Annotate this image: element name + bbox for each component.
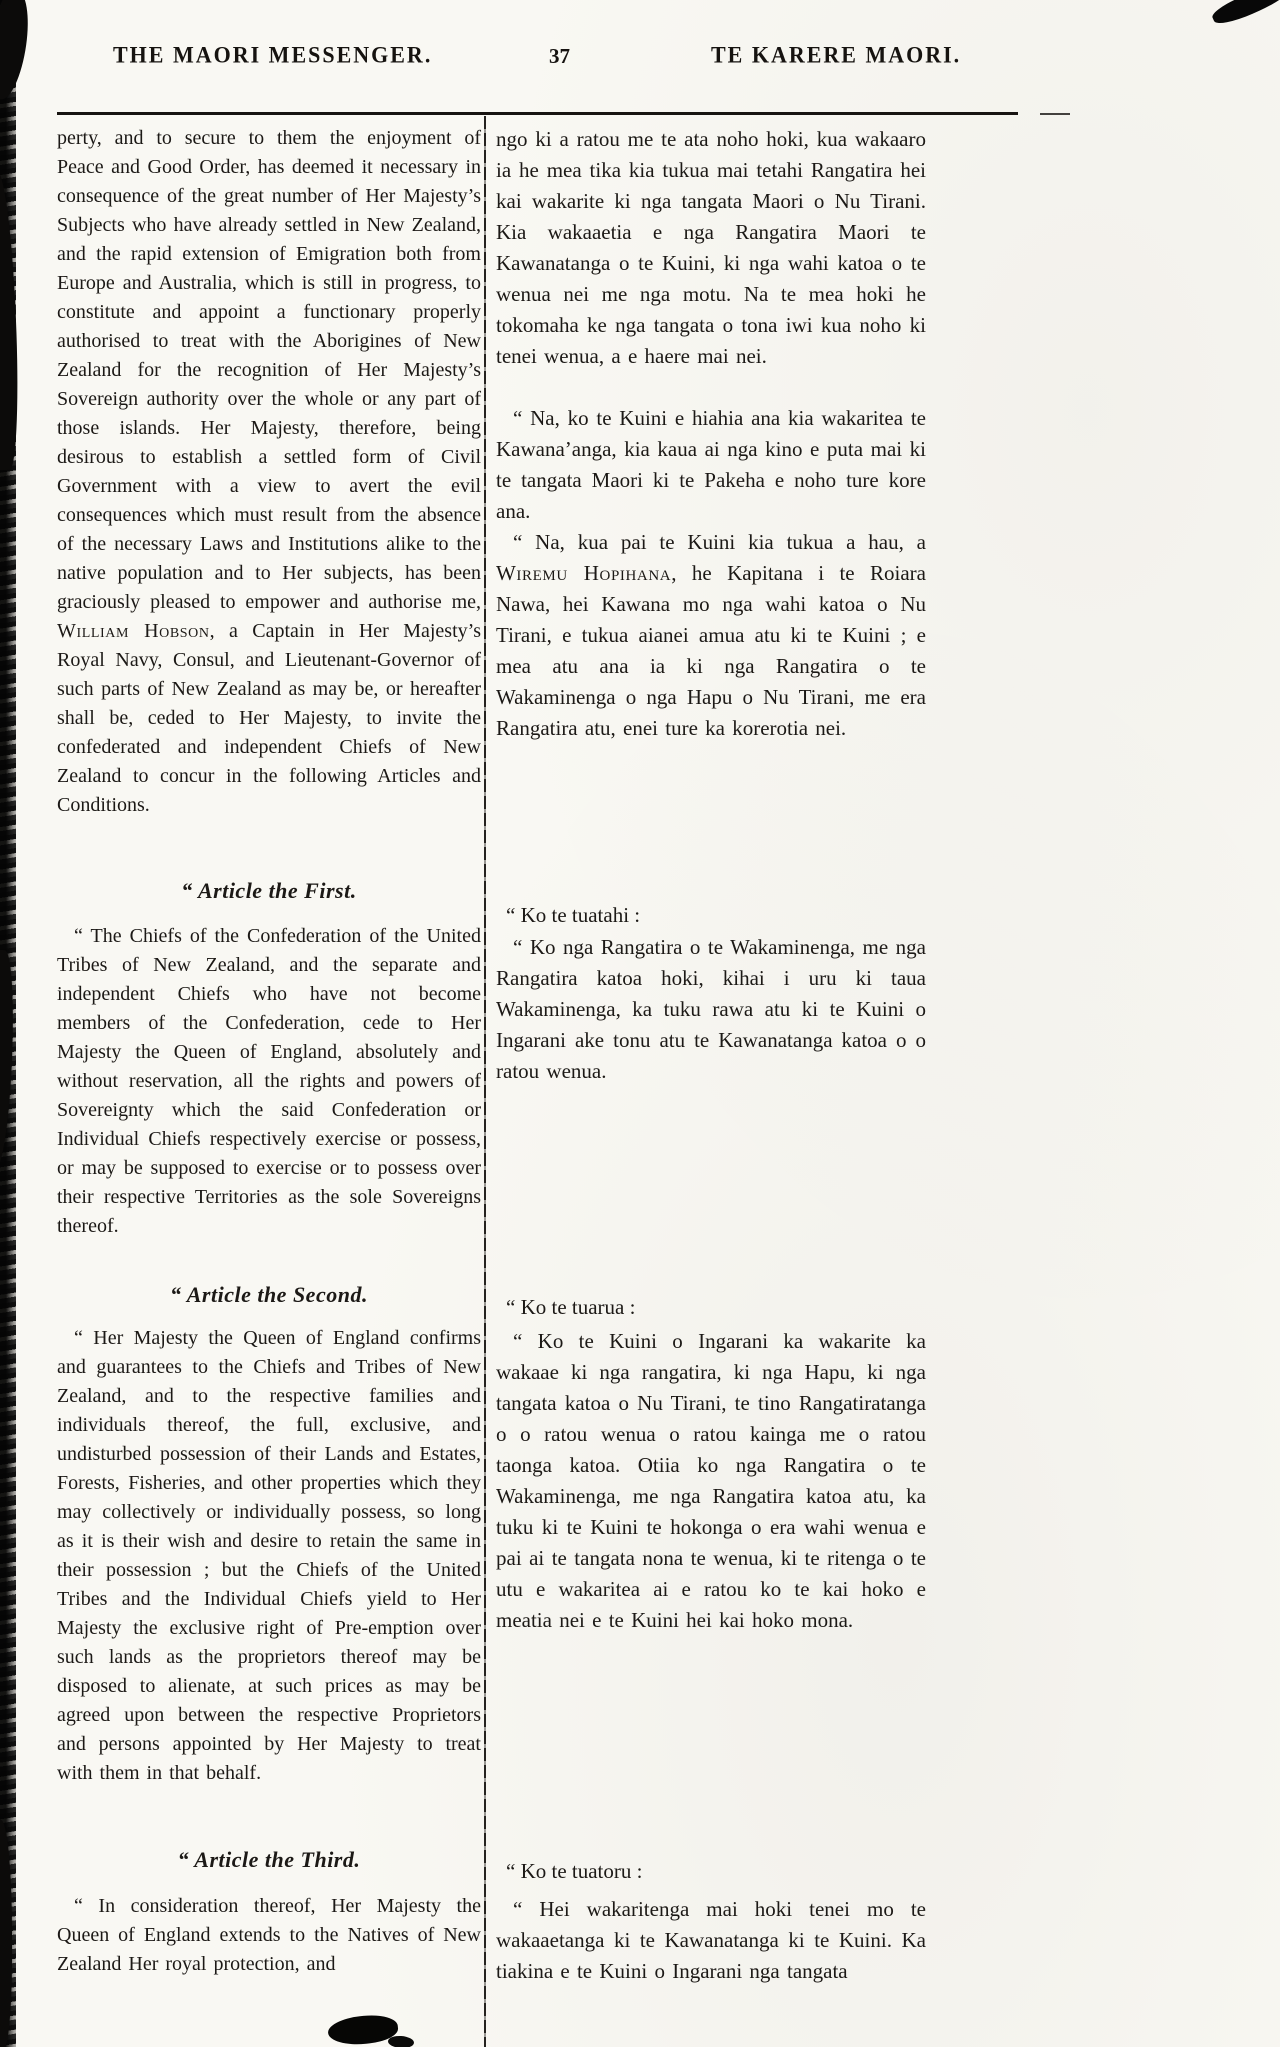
maori-preamble-paragraph: ngo ki a ratou me te ata noho hoki, kua wakaaro ia he mea tika kia tukua mai tetahi Rangatira hei kai wakarite ki nga tangata Maori o Nu Tirani. Kia wakaaetia e nga Rangatira Maori te Kawanatanga o te Kuini, ki nga wahi katoa o te wenua nei me nga motu. Na te mea hoki he tokomaha ke nga tangata o tona iwi kua noho ki tenei wenua, a e haere mai nei. [496,127,926,368]
page-number: 37 [549,44,570,68]
article-third-heading: “ Article the Third. [177,1847,361,1872]
article-second-heading: “ Article the Second. [170,1282,368,1307]
ko-te-tuarua-heading: “ Ko te tuarua : [506,1295,636,1319]
column-divider-rule [484,116,486,2047]
article-third-body: “ In consideration thereof, Her Majesty the Queen of England extends to the Natives of New Zealand Her royal protection, and [57,1895,481,1975]
ko-te-tuatoru-body: “ Hei wakaritenga mai hoki tenei mo te wakaaetanga ki te Kawanatanga ki te Kuini. Ka tiakina e te Kuini o Ingarani nga tangata [496,1897,926,1983]
newspaper-title-maori: TE KARERE MAORI. [711,41,962,68]
wiremu-hopihana-name: Wiremu Hopihana [496,561,672,585]
newspaper-title-english: THE MAORI MESSENGER. [113,41,433,68]
ko-te-tuatahi-heading: “ Ko te tuatahi : [506,903,641,927]
preamble-text-continued: , a Captain in Her Majesty’s Royal Navy, Consul, and Lieutenant-Governor of such parts of New Zealand as may be, or hereafter shall be, ceded to Her Majesty, to invite the confederated and independent Chiefs of New Zealand to concur in the following Articles and Conditions. [57,620,481,816]
english-preamble-paragraph [57,124,481,820]
scan-corner-mark [1210,0,1280,29]
hobson-paragraph-text-continued: , he Kapitana i te Roiara Nawa, hei Kawana mo nga wahi katoa o Nu Tirani, e tukua aianei amua atu ki te Kuini ; e mea atu ana ia ki nga Rangatira o te Wakaminenga o nga Hapu o Nu Tirani, me era Rangatira atu, enei ture ka korerotia nei. [496,561,926,740]
maori-queen-paragraph: “ Na, ko te Kuini e hiahia ana kia wakaritea te Kawana’anga, kia kaua ai nga kino e puta mai ki te tangata Maori ki te Pakeha e noho ture kore ana. [496,406,926,523]
hobson-paragraph-text: “ Na, kua pai te Kuini kia tukua a hau, a [513,530,926,554]
maori-hobson-paragraph [496,527,926,744]
header-rule-fragment [1040,113,1070,115]
article-second-body: “ Her Majesty the Queen of England confirms and guarantees to the Chiefs and Tribes of New Zealand, and to the respective families and individuals thereof, the full, exclusive, and undisturbed possession of their Lands and Estates, Forests, Fisheries, and other properties which they may collectively or individually possess, so long as it is their wish and desire to retain the same in their possession ; but the Chiefs of the United Tribes and the Individual Chiefs yield to Her Majesty the exclusive right of Pre-emption over such lands as the proprietors thereof may be disposed to alienate, at such prices as may be agreed upon between the respective Proprietors and persons appointed by Her Majesty to treat with them in that behalf. [57,1327,481,1784]
scan-blot-artifact [0,0,33,102]
ink-smudge [388,2035,415,2047]
ko-te-tuatoru-heading: “ Ko te tuatoru : [506,1859,643,1883]
ko-te-tuatahi-body: “ Ko nga Rangatira o te Wakaminenga, me nga Rangatira katoa hoki, kihai i uru ki taua Wakaminenga, ka tuku rawa atu ki te Kuini o Ingarani ake tonu atu te Kawanatanga katoa o o ratou wenua. [496,935,926,1083]
preamble-text: perty, and to secure to them the enjoyment of Peace and Good Order, has deemed it necessary in consequence of the great number of Her Majesty’s Subjects who have already settled in New Zealand, and the rapid extension of Emigration both from Europe and Australia, which is still in progress, to constitute and appoint a functionary properly authorised to treat with the Aborigines of New Zealand for the recognition of Her Majesty’s Sovereign authority over the whole or any part of those islands. Her Majesty, therefore, being desirous to establish a settled form of Civil Government with a view to avert the evil consequences which must result from the absence of the necessary Laws and Institutions alike to the native population and to Her subjects, has been graciously pleased to empower and authorise me, [57,127,481,613]
article-first-heading: “ Article the First. [181,878,357,903]
william-hobson-name: William Hobson [57,620,210,642]
article-first-body: “ The Chiefs of the Confederation of the United Tribes of New Zealand, and the separate and independent Chiefs who have not become members of the Confederation, cede to Her Majesty the Queen of England, absolutely and without reservation, all the rights and powers of Sovereignty which the said Confederation or Individual Chiefs respectively exercise or possess, or may be supposed to exercise or to possess over their respective Territories as the sole Sovereigns thereof. [57,925,481,1237]
ko-te-tuarua-body: “ Ko te Kuini o Ingarani ka wakarite ka wakaae ki nga rangatira, ki nga Hapu, ki nga tangata katoa o Nu Tirani, te tino Rangatiratanga o o ratou wenua o ratou kainga me o ratou taonga katoa. Otiia ko nga Rangatira o te Wakaminenga, me nga Rangatira katoa atu, ka tuku ki te Kuini te hokonga o era wahi wenua e pai ai te tangata nona te wenua, ki te ritenga o te utu e wakaritea ai e ratou ko te kai hoko e meatia nei e te Kuini hei kai hoko mona. [496,1329,926,1632]
header-rule [57,112,1018,115]
